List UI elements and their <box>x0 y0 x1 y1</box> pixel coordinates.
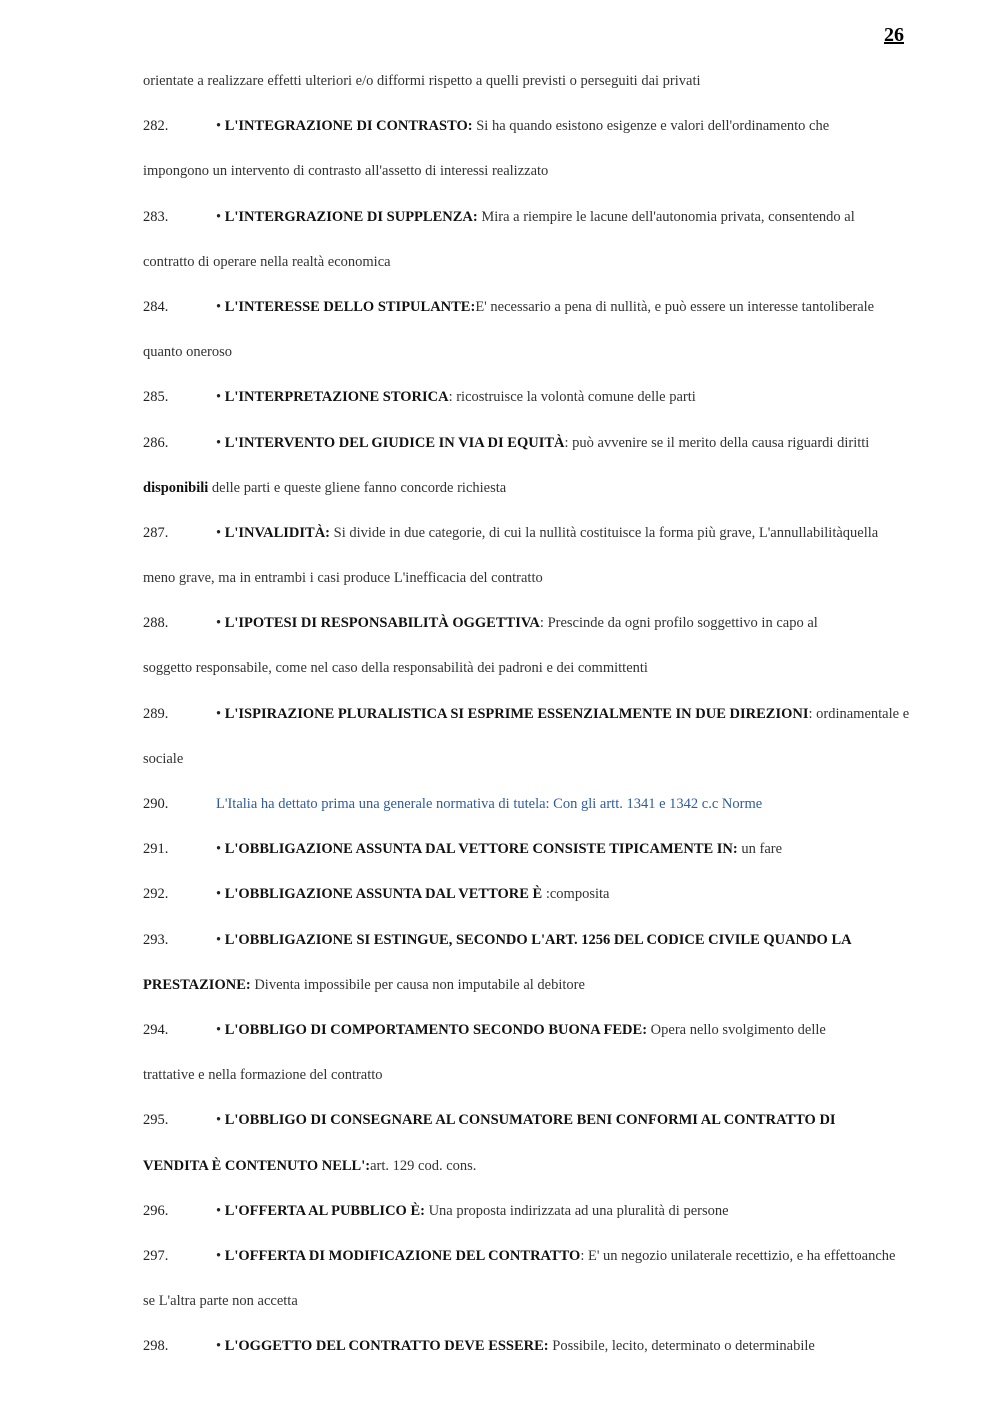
list-item <box>143 879 933 924</box>
item-number: 298. <box>143 1338 169 1355</box>
item-number: 292. <box>143 886 169 903</box>
item-number: 282. <box>143 118 169 135</box>
item-term: L'INTERESSE DELLO STIPULANTE: <box>224 298 476 315</box>
list-item-continuation <box>143 563 933 608</box>
list-item <box>143 428 933 473</box>
list-item-continuation <box>143 744 933 789</box>
item-description: Mira a riempire le lacune dell'autonomia privata, consentendo al <box>477 208 855 225</box>
item-continuation: contratto di operare nella realtà economica <box>143 253 391 270</box>
item-term: L'OFFERTA AL PUBBLICO È: <box>224 1202 425 1219</box>
item-continuation: se L'altra parte non accetta <box>143 1293 298 1310</box>
item-term: L'OBBLIGAZIONE SI ESTINGUE, SECONDO L'ART. 1256 DEL CODICE CIVILE QUANDO LA <box>224 931 852 948</box>
item-continuation: meno grave, ma in entrambi i casi produce L'inefficacia del contratto <box>143 570 543 587</box>
bullet-icon: • <box>216 118 222 135</box>
item-number: 285. <box>143 389 169 406</box>
bullet-icon: • <box>216 705 222 722</box>
item-number: 291. <box>143 841 169 858</box>
item-number: 295. <box>143 1112 169 1129</box>
list-item <box>143 789 933 834</box>
item-term: L'OBBLIGAZIONE ASSUNTA DAL VETTORE È <box>224 886 543 903</box>
item-description: Una proposta indirizzata ad una pluralità di persone <box>424 1202 729 1219</box>
item-term: L'ISPIRAZIONE PLURALISTICA SI ESPRIME ESSENZIALMENTE IN DUE DIREZIONI <box>224 705 809 722</box>
list-item <box>143 292 933 337</box>
item-description: un fare <box>737 841 783 858</box>
item-continuation-term: disponibili <box>143 479 209 496</box>
item-description: Possibile, lecito, determinato o determinabile <box>548 1338 815 1355</box>
list-item <box>143 1241 933 1286</box>
bullet-icon: • <box>216 434 222 451</box>
item-continuation: impongono un intervento di contrasto all'assetto di interessi realizzato <box>143 163 549 180</box>
item-term: L'OBBLIGO DI COMPORTAMENTO SECONDO BUONA FEDE: <box>224 1021 648 1038</box>
item-description: : ricostruisce la volontà comune delle parti <box>448 389 696 406</box>
list-item <box>143 1015 933 1060</box>
item-description: : può avvenire se il merito della causa riguardi diritti <box>564 434 870 451</box>
item-number: 294. <box>143 1021 169 1038</box>
list-item <box>143 202 933 247</box>
item-number: 283. <box>143 208 169 225</box>
item-term: L'INTERVENTO DEL GIUDICE IN VIA DI EQUITÀ <box>224 434 565 451</box>
list-item-continuation <box>143 1060 933 1105</box>
bullet-icon: • <box>216 841 222 858</box>
item-continuation: art. 129 cod. cons. <box>370 1157 477 1174</box>
list-item <box>143 925 933 970</box>
item-term: L'INVALIDITÀ: <box>224 524 330 541</box>
bullet-icon: • <box>216 1338 222 1355</box>
item-continuation-term: PRESTAZIONE: <box>143 976 251 993</box>
item-description: Si ha quando esistono esigenze e valori dell'ordinamento che <box>472 118 830 135</box>
bullet-icon: • <box>216 298 222 315</box>
bullet-icon: • <box>216 524 222 541</box>
item-description: : Prescinde da ogni profilo soggettivo in capo al <box>539 615 818 632</box>
item-number: 284. <box>143 298 169 315</box>
item-term: L'IPOTESI DI RESPONSABILITÀ OGGETTIVA <box>224 615 540 632</box>
item-description: Opera nello svolgimento delle <box>647 1021 826 1038</box>
document-body <box>143 66 933 1376</box>
list-item <box>143 834 933 879</box>
list-item <box>143 111 933 156</box>
bullet-icon: • <box>216 615 222 632</box>
item-continuation: delle parti e queste gliene fanno concorde richiesta <box>208 479 507 496</box>
bullet-icon: • <box>216 886 222 903</box>
list-item-continuation <box>143 653 933 698</box>
list-item <box>143 699 933 744</box>
item-description: :composita <box>542 886 610 903</box>
item-number: 293. <box>143 931 169 948</box>
item-term: L'INTERPRETAZIONE STORICA <box>224 389 449 406</box>
list-item <box>143 382 933 427</box>
list-item <box>143 1105 933 1150</box>
item-term: L'OBBLIGAZIONE ASSUNTA DAL VETTORE CONSISTE TIPICAMENTE IN: <box>224 841 738 858</box>
list-item-continuation <box>143 473 933 518</box>
list-item-continuation <box>143 337 933 382</box>
bullet-icon: • <box>216 931 222 948</box>
bullet-icon: • <box>216 1202 222 1219</box>
item-description: : E' un negozio unilaterale recettizio, e ha effettoanche <box>580 1247 896 1264</box>
continued-text-line <box>143 66 933 111</box>
item-number: 288. <box>143 615 169 632</box>
item-link[interactable]: L'Italia ha dettato prima una generale normativa di tutela: Con gli artt. 1341 e 1342 c.c Norme <box>216 796 763 812</box>
list-item <box>143 518 933 563</box>
item-continuation: soggetto responsabile, come nel caso della responsabilità dei padroni e dei committenti <box>143 660 648 677</box>
item-term: L'OFFERTA DI MODIFICAZIONE DEL CONTRATTO <box>224 1247 581 1264</box>
item-description: E' necessario a pena di nullità, e può essere un interesse tantoliberale <box>475 298 875 315</box>
bullet-icon: • <box>216 1112 222 1129</box>
item-number: 297. <box>143 1247 169 1264</box>
item-number: 289. <box>143 705 169 722</box>
bullet-icon: • <box>216 389 222 406</box>
item-number: 296. <box>143 1202 169 1219</box>
bullet-icon: • <box>216 1021 222 1038</box>
continued-text: orientate a realizzare effetti ulteriori e/o difformi rispetto a quelli previsti o perseguiti dai privati <box>143 73 701 89</box>
list-item <box>143 608 933 653</box>
item-number: 290. <box>143 796 169 812</box>
item-term: L'OGGETTO DEL CONTRATTO DEVE ESSERE: <box>224 1338 549 1355</box>
list-item-continuation <box>143 1286 933 1331</box>
item-continuation: sociale <box>143 750 184 767</box>
item-number: 286. <box>143 434 169 451</box>
item-description: Si divide in due categorie, di cui la nullità costituisce la forma più grave, L'annullabilitàquella <box>330 524 879 541</box>
list-item-continuation <box>143 970 933 1015</box>
list-item <box>143 1331 933 1376</box>
item-number: 287. <box>143 524 169 541</box>
bullet-icon: • <box>216 208 222 225</box>
list-item-continuation <box>143 247 933 292</box>
item-continuation-term: VENDITA È CONTENUTO NELL': <box>143 1157 371 1174</box>
item-continuation: quanto oneroso <box>143 344 232 361</box>
list-item-continuation <box>143 1151 933 1196</box>
bullet-icon: • <box>216 1247 222 1264</box>
page-number: 26 <box>884 24 904 46</box>
item-continuation: trattative e nella formazione del contratto <box>143 1067 383 1084</box>
item-description: : ordinamentale e <box>808 705 910 722</box>
list-item-continuation <box>143 156 933 201</box>
item-term: L'OBBLIGO DI CONSEGNARE AL CONSUMATORE BENI CONFORMI AL CONTRATTO DI <box>224 1112 836 1129</box>
item-continuation: Diventa impossibile per causa non imputabile al debitore <box>250 976 585 993</box>
item-term: L'INTEGRAZIONE DI CONTRASTO: <box>224 118 473 135</box>
item-term: L'INTERGRAZIONE DI SUPPLENZA: <box>224 208 478 225</box>
list-item <box>143 1196 933 1241</box>
